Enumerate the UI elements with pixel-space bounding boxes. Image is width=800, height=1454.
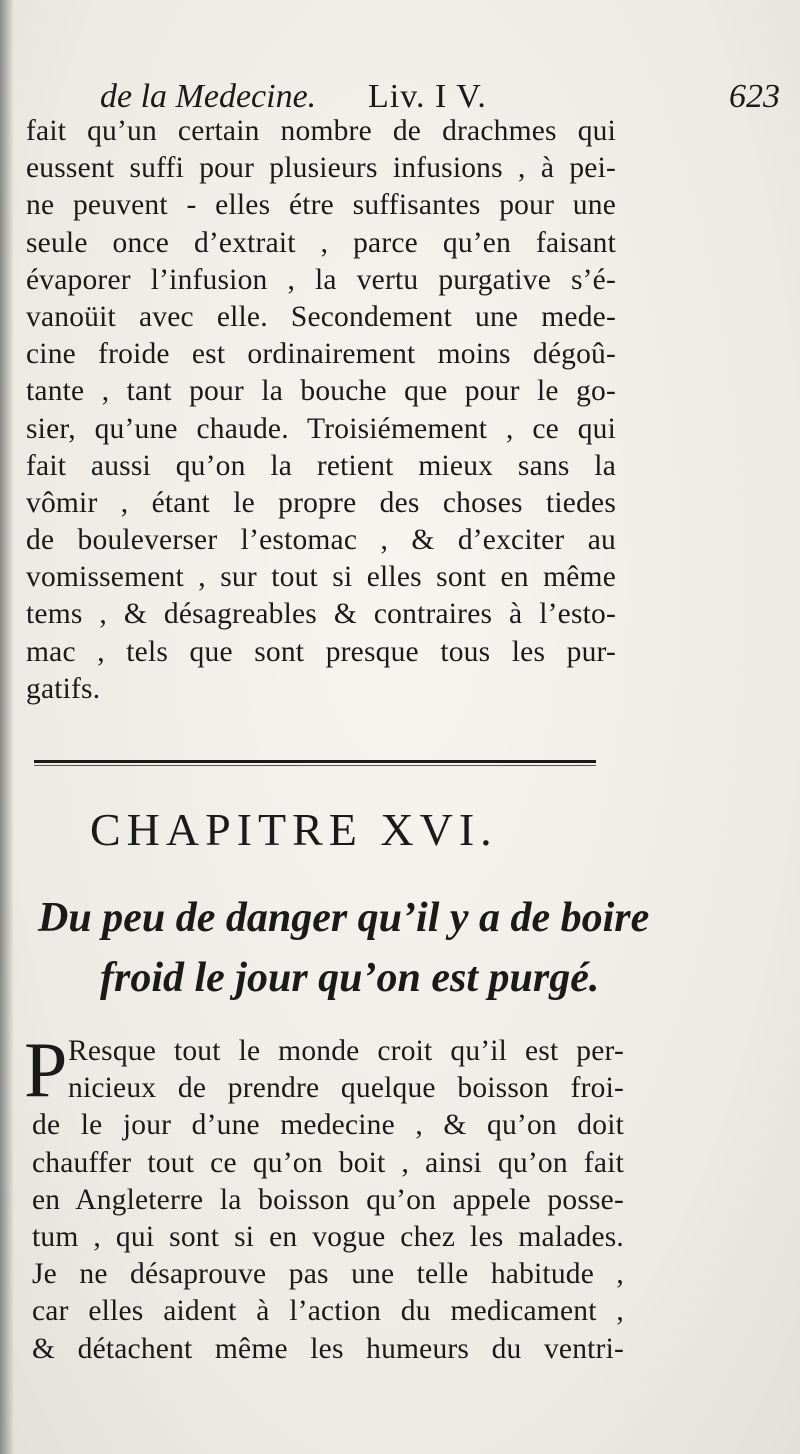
text-line: fait qu’un certain nombre de drachmes qui [26, 115, 616, 147]
text-line: sier, qu’une chaude. Troisiémement , ce qui [26, 412, 616, 445]
chapter-heading: CHAPITRE XVI. [90, 804, 498, 855]
text-line: vanoüit avec elle. Secondement une mede- [26, 300, 616, 333]
text-line: vomissement , sur tout si elles sont en même [26, 561, 616, 594]
drop-cap: P [24, 1026, 68, 1113]
text-line: ne peuvent - elles étre suffisantes pour une [26, 189, 616, 222]
chapter-title-line: Du peu de danger qu’il y a de boire [38, 895, 650, 941]
text-line: de le jour d’une medecine , & qu’on doit [32, 1109, 624, 1142]
section-divider [34, 760, 596, 763]
text-line: tante , tant pour la bouche que pour le go- [26, 375, 616, 408]
continuation-paragraph [26, 113, 616, 708]
page-number: 623 [729, 78, 780, 115]
chapter-title [38, 888, 650, 1008]
text-line: Je ne désaprouve pas une telle habitude , [32, 1258, 624, 1291]
text-line: évaporer l’infusion , la vertu purgative s’é- [26, 263, 616, 296]
text-line: & détachent même les humeurs du ventri- [32, 1332, 624, 1365]
text-line: de bouleverser l’estomac , & d’exciter au [26, 524, 616, 557]
text-line: seule once d’extrait , parce qu’en faisant [26, 226, 616, 259]
text-line: chauffer tout ce qu’on boit , ainsi qu’on fait [32, 1146, 624, 1179]
chapter-title-line: froid le jour qu’on est purgé. [100, 955, 600, 1001]
text-line: cine froide est ordinairement moins dégoû- [26, 338, 616, 371]
book-reference: Liv. I V. [368, 78, 487, 115]
text-line: tum , qui sont si en vogue chez les malades. [32, 1220, 624, 1253]
chapter-paragraph [24, 1026, 624, 1368]
text-line: eussent suffi pour plusieurs infusions , à pei- [26, 152, 616, 185]
section-divider-thin [34, 765, 596, 766]
running-title: de la Medecine. [100, 78, 317, 115]
text-line: Resque tout le monde croit qu’il est per- [68, 1035, 624, 1067]
text-line: nicieux de prendre quelque boisson froi- [68, 1072, 624, 1105]
text-line: tems , & désagreables & contraires à l’esto- [26, 598, 616, 631]
text-line: vômir , étant le propre des choses tiedes [26, 486, 616, 519]
text-line: en Angleterre la boisson qu’on appele posse- [32, 1183, 624, 1216]
text-line: car elles aident à l’action du medicament , [32, 1295, 624, 1328]
text-line: fait aussi qu’on la retient mieux sans la [26, 449, 616, 482]
page-gutter-shadow [0, 0, 14, 1454]
text-line: mac , tels que sont presque tous les pur- [26, 635, 616, 668]
text-line: gatifs. [26, 672, 101, 705]
